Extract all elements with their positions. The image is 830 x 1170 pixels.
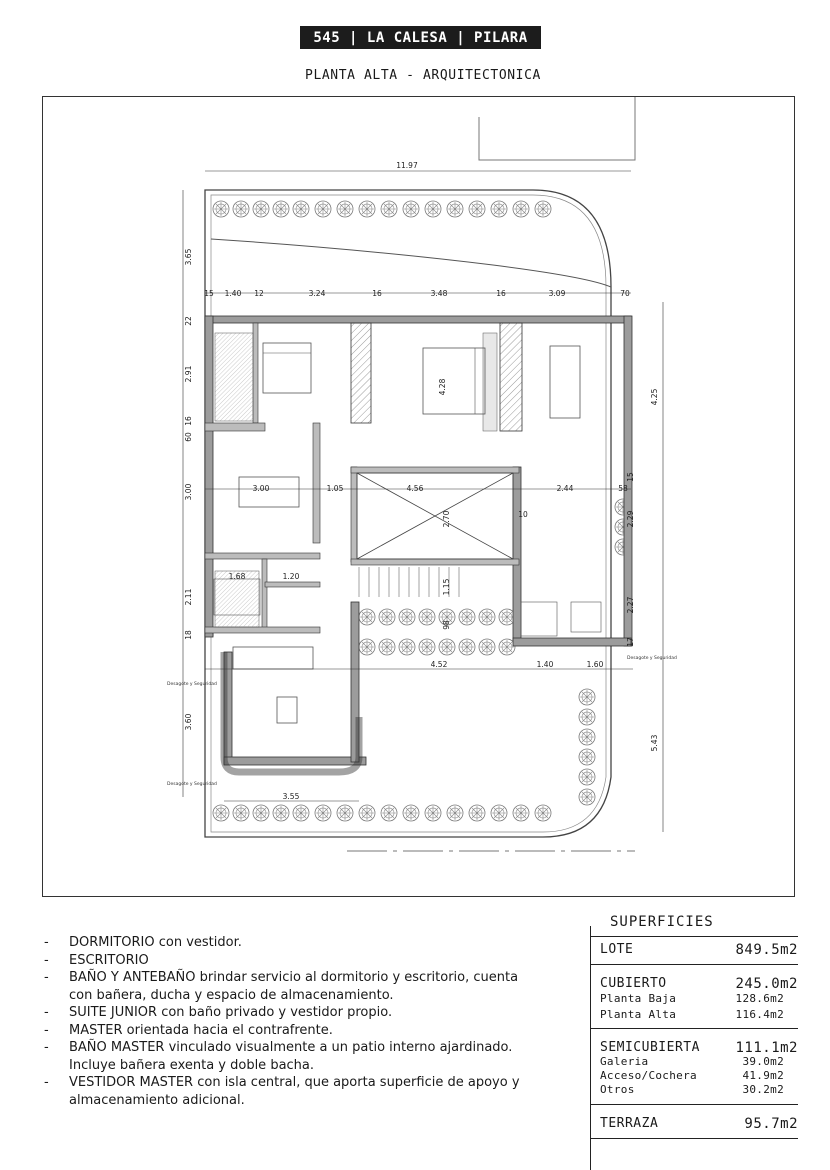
planta-baja-row: [600, 992, 798, 1005]
rule-semicubierta: [590, 1104, 798, 1105]
dim-inner-1: 4.28: [438, 378, 447, 396]
note-item: - DORMITORIO con vestidor.: [44, 934, 524, 952]
dim-lower-1: 4.52: [430, 660, 448, 669]
otros-label: Otros: [600, 1083, 635, 1096]
dim-left-6: 3.60: [184, 713, 193, 731]
dim-right-3: 2.27: [626, 596, 635, 614]
dim-top-2: 3.24: [308, 289, 326, 298]
tree-row-patio: [359, 499, 631, 655]
lote-label: LOTE: [600, 942, 634, 957]
acceso-cochera-label: Acceso/Cochera: [600, 1069, 697, 1082]
dim-wall-5: 70: [620, 289, 630, 298]
planta-baja-label: Planta Baja: [600, 992, 677, 1005]
dim-lower-3: 1.60: [586, 660, 604, 669]
galeria-label: Galeria: [600, 1055, 649, 1068]
dim-row-5: 58: [618, 484, 628, 493]
dim-lower-2: 1.40: [536, 660, 554, 669]
floor-plan: [42, 96, 795, 897]
dim-wall-small-3: 15: [626, 472, 635, 482]
drawing-subtitle: PLANTA ALTA - ARQUITECTONICA: [305, 68, 541, 83]
planta-alta-row: [600, 1008, 798, 1021]
dim-left-3: 60: [184, 432, 193, 442]
dim-inner-2: 2.70: [442, 510, 451, 528]
lote-row: [600, 942, 798, 958]
dim-wall-small-1: 22: [184, 316, 193, 326]
superficies-table: [590, 914, 798, 1132]
note-item: - BAÑO MASTER vinculado visualmente a un patio interno ajardinado. Incluye bañera exenta y doble bacha.: [44, 1039, 524, 1074]
note-item: - VESTIDOR MASTER con isla central, que aporta superficie de apoyo y almacenamiento adicional.: [44, 1074, 524, 1109]
dim-row-2: 1.05: [326, 484, 344, 493]
rule-top: [590, 936, 798, 937]
tree-row-right: [579, 689, 595, 805]
rule-lote: [590, 964, 798, 965]
dim-wall-4: 16: [496, 289, 506, 298]
dim-bath-2: 1.20: [282, 572, 300, 581]
note-item: - SUITE JUNIOR con baño privado y vestidor propio.: [44, 1004, 524, 1022]
dim-wall-small-2: 16: [184, 416, 193, 426]
otros-value: 30.2m2: [742, 1083, 784, 1096]
table-vertical-rule: [590, 926, 591, 1170]
dim-inner-4: 10: [518, 510, 528, 519]
dim-overall-width: 11.97: [396, 161, 418, 170]
dim-wall-3: 16: [372, 289, 382, 298]
planta-alta-label: Planta Alta: [600, 1008, 677, 1021]
semicubierta-value: 111.1m2: [735, 1040, 798, 1056]
dim-right-2: 2.29: [626, 510, 635, 528]
dim-right-1: 4.25: [650, 388, 659, 406]
dim-left-4: 3.00: [184, 483, 193, 501]
dim-right-4: 5.43: [650, 734, 659, 752]
dim-bath-1: 1.68: [228, 572, 246, 581]
note-item: - MASTER orientada hacia el contrafrente.: [44, 1022, 524, 1040]
dim-left-2: 2.91: [184, 365, 193, 383]
dim-row-1: 3.00: [252, 484, 270, 493]
tree-row-top: [213, 201, 551, 217]
lote-value: 849.5m2: [735, 942, 798, 958]
planta-baja-value: 128.6m2: [735, 992, 784, 1005]
dim-left-1: 3.65: [184, 248, 193, 266]
acceso-cochera-value: 41.9m2: [742, 1069, 784, 1082]
note-desagote-3: Desagote y Seguridad: [627, 656, 677, 661]
dim-wall-small-4: 17: [626, 637, 635, 647]
rule-terraza: [590, 1138, 798, 1139]
dim-inner-3: 1.15: [442, 578, 451, 596]
dim-wall-small-6: 98: [442, 620, 451, 630]
cubierto-row: [600, 976, 798, 992]
dim-top-3: 3.48: [430, 289, 448, 298]
tree-row-bottom: [213, 805, 551, 821]
otros-row: [600, 1083, 798, 1096]
superficies-title: SUPERFICIES: [610, 914, 714, 930]
galeria-row: [600, 1055, 798, 1068]
note-item: - BAÑO Y ANTEBAÑO brindar servicio al dormitorio y escritorio, cuenta con bañera, ducha y espacio de almacenamiento.: [44, 969, 524, 1004]
dim-bottom-1: 3.55: [282, 792, 300, 801]
dim-wall-1: 15: [204, 289, 214, 298]
cubierto-value: 245.0m2: [735, 976, 798, 992]
terraza-label: TERRAZA: [600, 1116, 659, 1131]
semicubierta-row: [600, 1040, 798, 1056]
dim-top-1: 1.40: [224, 289, 242, 298]
dim-left-5: 2.11: [184, 588, 193, 606]
galeria-value: 39.0m2: [742, 1055, 784, 1068]
rule-cubierto: [590, 1028, 798, 1029]
acceso-cochera-row: [600, 1069, 798, 1082]
project-title: 545 | LA CALESA | PILARA: [300, 26, 541, 49]
planta-alta-value: 116.4m2: [735, 1008, 784, 1021]
cubierto-label: CUBIERTO: [600, 976, 667, 991]
dim-wall-small-5: 18: [184, 630, 193, 640]
dim-top-4: 3.09: [548, 289, 566, 298]
floor-plan-drawing: [43, 97, 796, 898]
semicubierta-label: SEMICUBIERTA: [600, 1040, 700, 1055]
design-notes: [44, 934, 524, 1109]
dim-row-3: 4.56: [406, 484, 424, 493]
dim-row-4: 2.44: [556, 484, 574, 493]
dim-wall-2: 12: [254, 289, 264, 298]
terraza-value: 95.7m2: [744, 1116, 798, 1132]
note-item: - ESCRITORIO: [44, 952, 524, 970]
terraza-row: [600, 1116, 798, 1132]
note-desagote-2: Desagote y Seguridad: [167, 782, 217, 787]
note-desagote-1: Desagote y Seguridad: [167, 682, 217, 687]
